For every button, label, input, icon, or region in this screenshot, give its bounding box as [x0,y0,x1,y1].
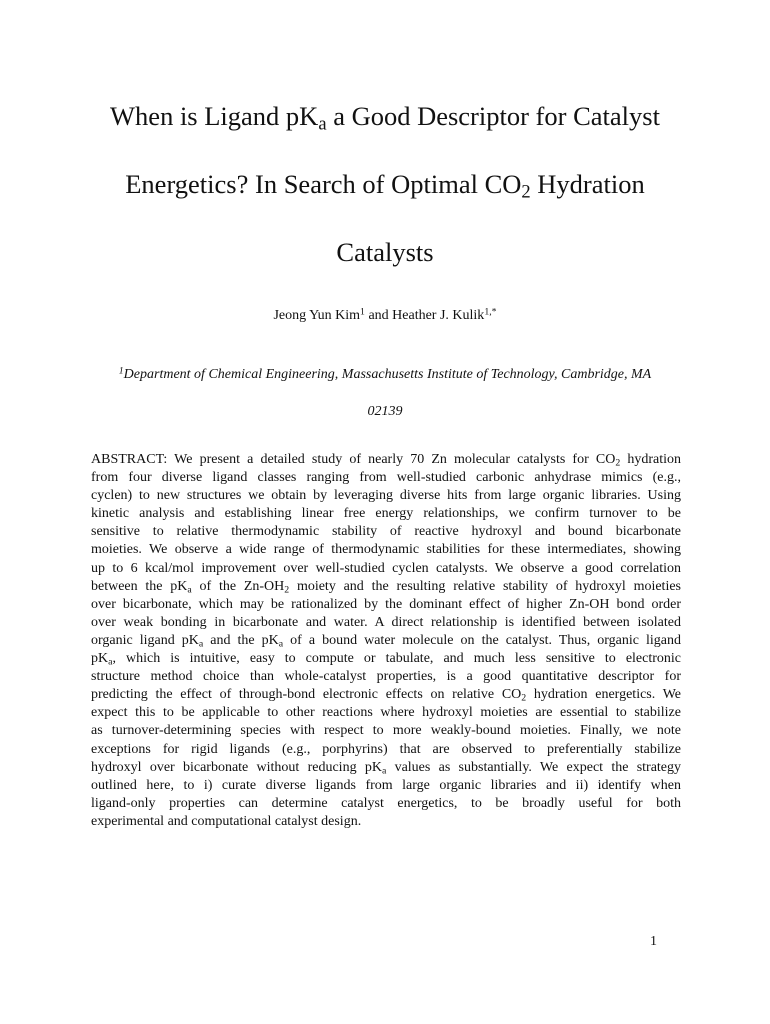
abstract-line: up to 6 kcal/mol improvement over well-studied cyclen catalysts. We observe a good correlation [91,560,681,576]
title-line-2 [60,150,710,218]
abstract-line [91,759,681,777]
abstract-text: and the pK [203,632,279,648]
abstract-line [91,632,681,650]
abstract-line [91,451,681,469]
author-list [0,306,770,326]
paper-title [60,82,710,286]
abstract-line: experimental and computational catalyst design. [91,813,362,829]
abstract-subscript: a [187,584,192,596]
title-subscript: 2 [521,181,531,203]
abstract-subscript: 2 [284,584,290,596]
author-joiner: and [364,308,393,323]
title-subscript: a [318,113,327,135]
affiliation-text: Department of Chemical Engineering, Massachusetts Institute of Technology, Cambridge, MA [123,367,652,382]
title-text: When is Ligand pK [110,101,319,131]
author-name: Heather J. Kulik [392,308,485,323]
abstract-subscript: a [381,765,387,777]
abstract-text: predicting the effect of through-bond electronic effects on relative CO [91,687,522,703]
author-affiliation-mark: 1,* [484,306,497,318]
abstract-subscript: a [108,656,113,668]
abstract-text: organic ligand pK [91,632,199,648]
abstract-line: sensitive to relative thermodynamic stability of reactive hydroxyl and bound bicarbonate [91,524,681,540]
affiliation-line-2: 02139 [367,404,403,419]
abstract-line: over weak bonding in bicarbonate and water. A direct relationship is identified between isolated [91,614,681,630]
abstract-line: outlined here, to i) curate diverse ligands from large organic libraries and ii) identify when [91,777,681,793]
title-line-3: Catalysts [336,237,434,267]
abstract-text: of a bound water molecule on the catalyst. Thus, organic ligand [283,632,681,648]
abstract-line: as turnover-determining species with respect to more weakly-bound moieties. Finally, we note [91,723,681,739]
abstract [91,451,681,831]
abstract-text: values as substantially. We expect the strategy [386,759,682,775]
abstract-line: kinetic analysis and establishing linear free energy relationships, we confirm turnover to be [91,506,681,522]
abstract-text: moiety and the resulting relative stability of hydroxyl moieties [289,578,681,594]
abstract-text: between the pK [91,578,188,594]
title-text: Hydration [530,169,645,199]
abstract-text: pK [91,651,109,667]
abstract-text: hydration [620,452,682,467]
abstract-text: ABSTRACT: We present a detailed study of nearly 70 Zn molecular catalysts for CO [91,452,616,467]
author-affiliation-mark: 1 [360,306,365,318]
abstract-text: of the Zn-OH [191,578,285,594]
title-text: a Good Descriptor for Catalyst [326,101,660,131]
abstract-line: structure method choice than whole-catalyst properties, is a good quantitative descriptor for [91,669,681,685]
abstract-line: exceptions for rigid ligands (e.g., porphyrins) that are observed to preferentially stabilize [91,741,681,757]
abstract-subscript: a [278,638,284,650]
title-text: Energetics? In Search of Optimal CO [125,169,522,199]
abstract-line: moieties. We observe a wide range of thermodynamic stabilities for these intermediates, showing [91,542,681,558]
abstract-line [91,686,681,704]
title-line-1 [60,82,710,150]
abstract-line: expect this to be applicable to other reactions where hydroxyl moieties are essential to stabilize [91,705,681,721]
abstract-text: , which is intuitive, easy to compute or tabulate, and much less sensitive to electronic [112,651,681,667]
abstract-subscript: 2 [615,457,621,469]
abstract-line [91,578,681,596]
abstract-line: over bicarbonate, which may be rationalized by the dominant effect of higher Zn-OH bond order [91,596,681,612]
abstract-subscript: a [198,638,204,650]
affiliation-mark: 1 [118,365,124,377]
affiliation [60,356,710,430]
abstract-subscript: 2 [521,692,527,704]
abstract-line [91,650,681,668]
author-name: Jeong Yun Kim [273,308,361,323]
abstract-text: hydration energetics. We [526,687,682,703]
abstract-line: ligand-only properties can determine catalyst energetics, to be broadly useful for both [91,795,681,811]
abstract-line: from four diverse ligand classes ranging from well-studied carbonic anhydrase mimics (e.g., [91,470,681,486]
page-number: 1 [650,934,657,949]
affiliation-line-1 [60,356,710,393]
abstract-text: hydroxyl over bicarbonate without reducing pK [91,759,382,775]
abstract-line: cyclen) to new structures we obtain by leveraging diverse hits from large organic libraries. Using [91,488,681,504]
